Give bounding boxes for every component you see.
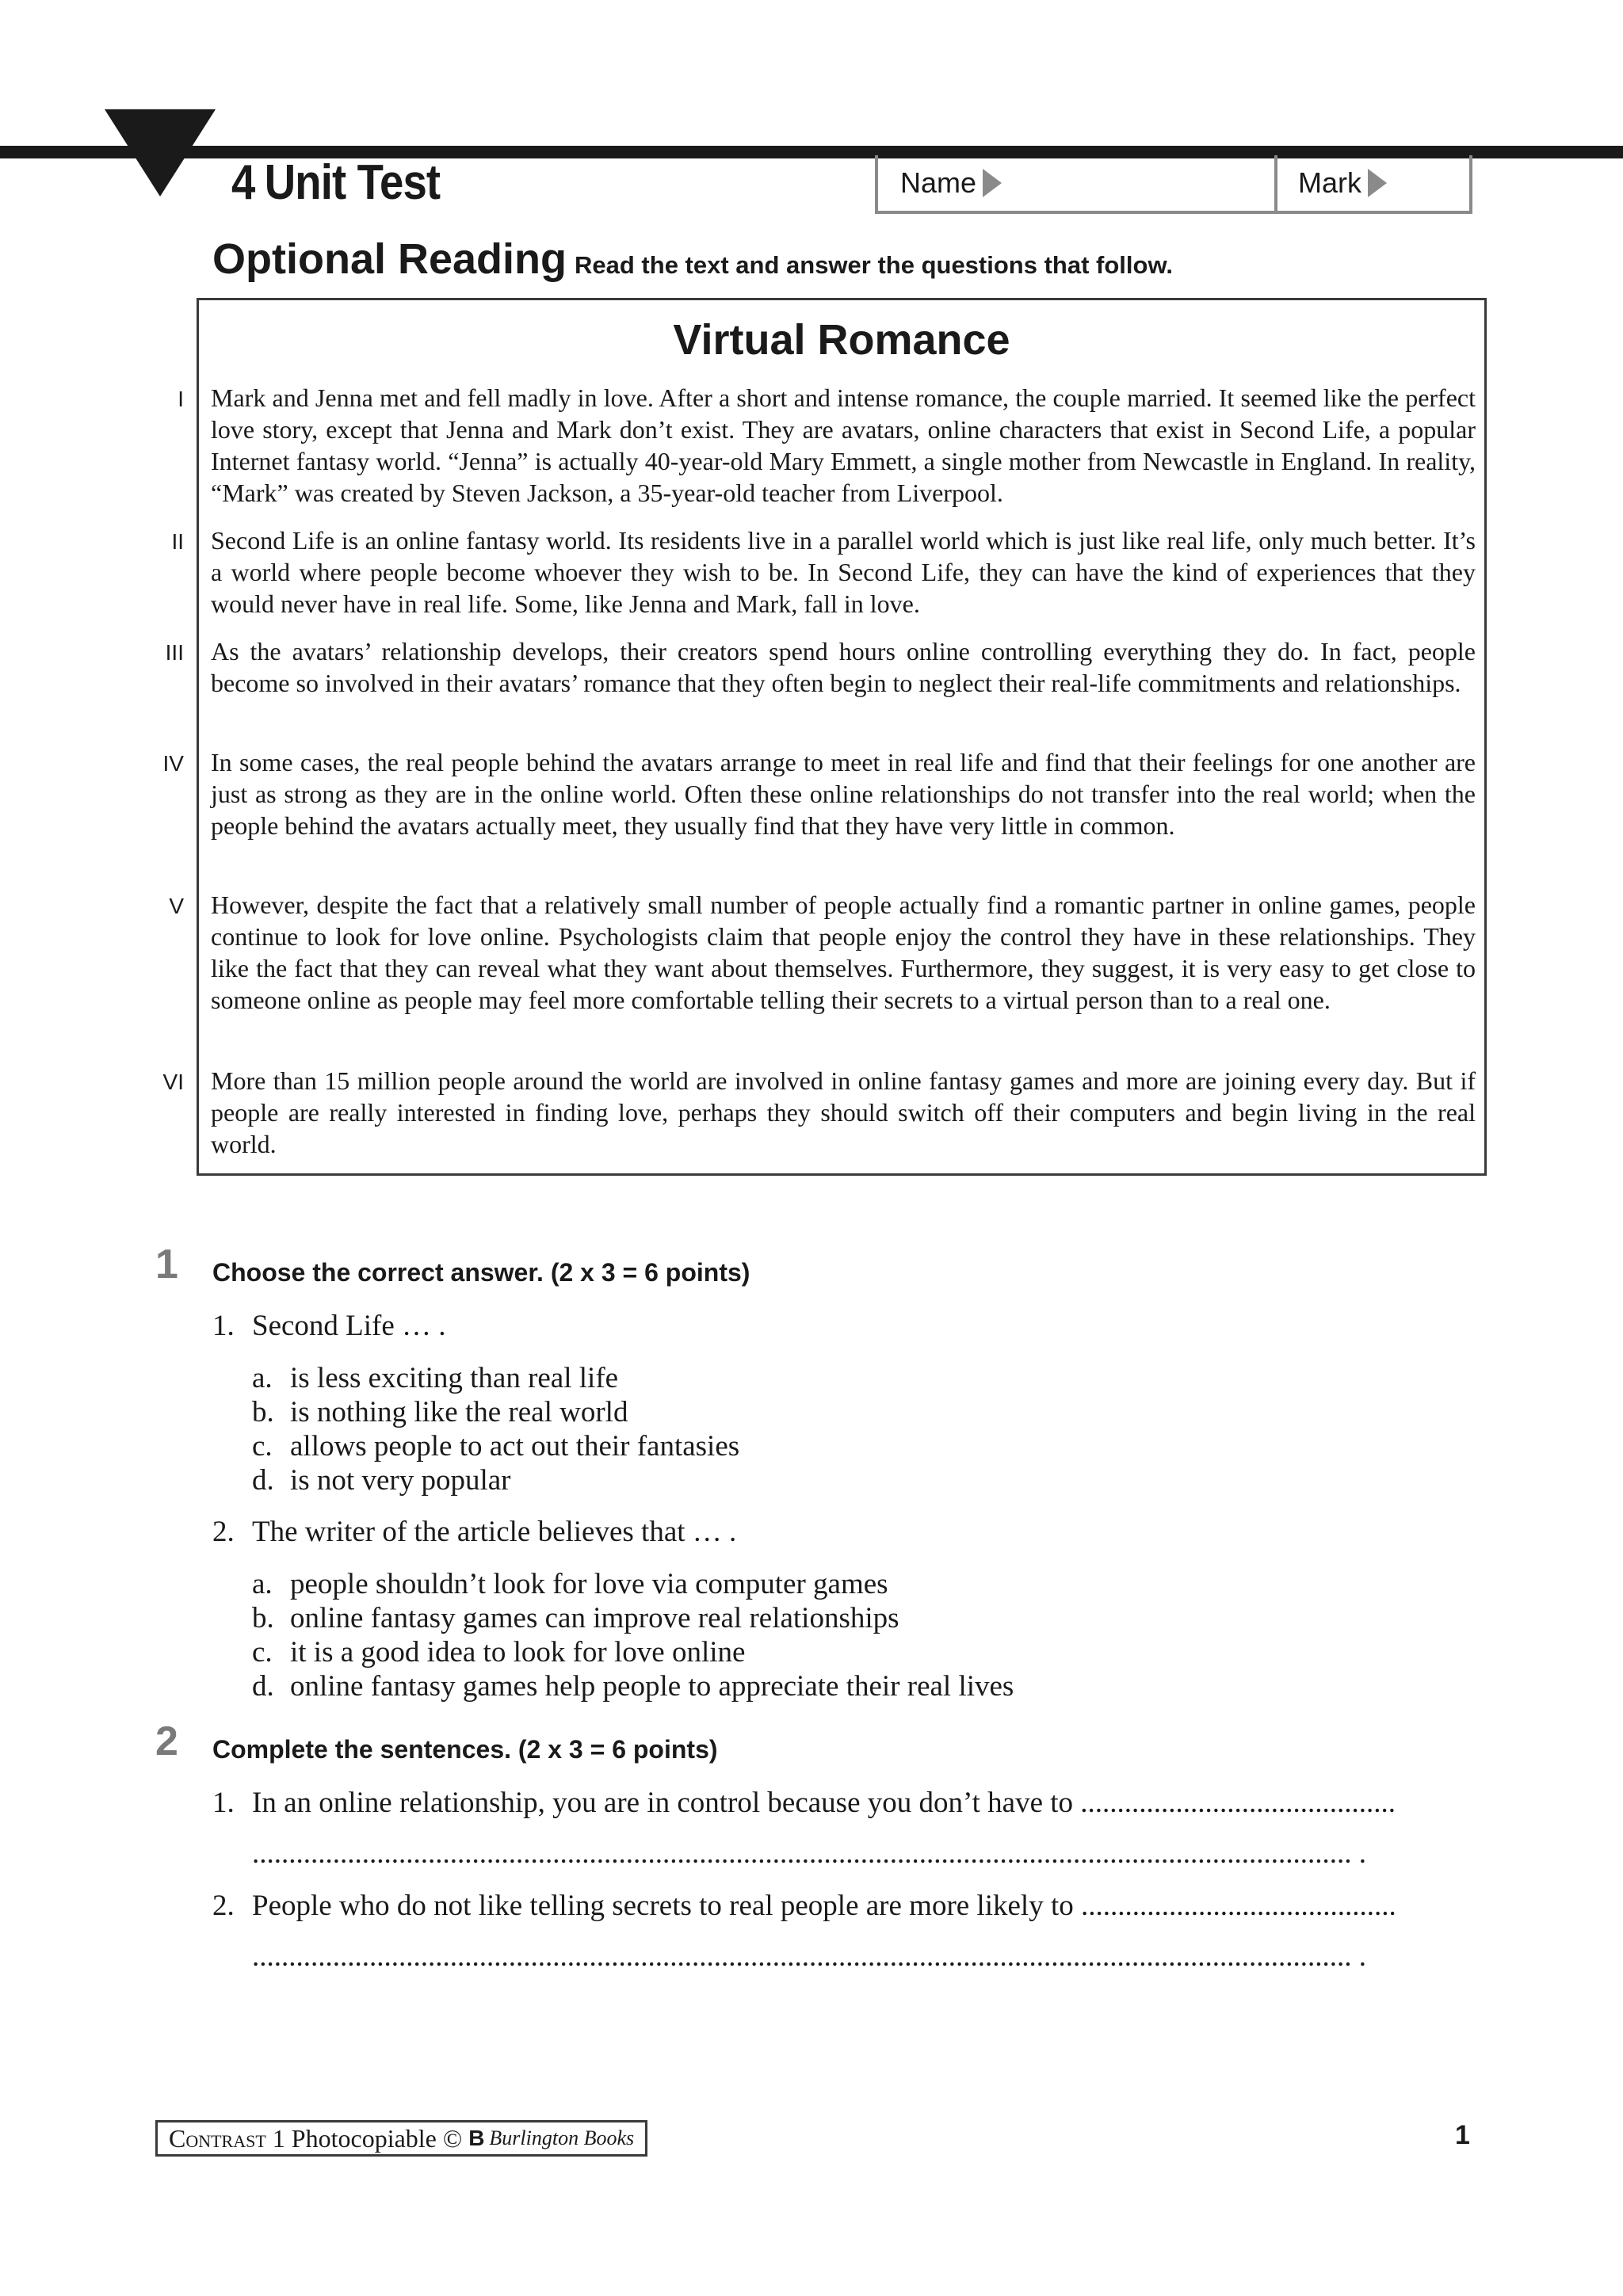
photocopiable-text: Photocopiable © (291, 2123, 463, 2153)
question-number: 1. (212, 1787, 235, 1819)
question-stem: Second Life … . (252, 1310, 446, 1342)
sentence-stem: In an online relationship, you are in control because you don’t have to ........................................... (252, 1787, 1396, 1819)
option-text: it is a good idea to look for love online (290, 1636, 746, 1669)
option-letter: c. (252, 1430, 273, 1463)
question-number: 2. (212, 1516, 235, 1548)
question-item (212, 1515, 736, 1549)
option-text: is less exciting than real life (290, 1362, 619, 1394)
mark-field[interactable] (1274, 155, 1472, 214)
exercise-instruction: Complete the sentences. (2 x 3 = 6 points) (212, 1735, 718, 1764)
answer-line[interactable]: ...................................................................................................................................................... . (252, 1940, 1366, 1973)
publisher-name: Burlington Books (489, 2126, 635, 2149)
paragraph-number: IV (162, 751, 184, 776)
triangle-marker-icon (105, 109, 216, 196)
unit-title (231, 154, 440, 211)
option-text: online fantasy games help people to appreciate their real lives (290, 1670, 1014, 1703)
reading-paragraph: More than 15 million people around the world are involved in online fantasy games and more are joining every day. But if people are really interested in finding love, perhaps they should switch off their computers and begin living in the real world. (211, 1066, 1476, 1158)
reading-paragraph: However, despite the fact that a relatively small number of people actually find a romantic partner in online games, people continue to look for love online. Psychologists claim that people enjoy the control they have in these relationships. They like the fact that they can reveal what they want about themselves. Furthermore, they suggest, it is very easy to get close to someone online as people may feel more comfortable telling their secrets to a virtual person than to a real one. (211, 891, 1476, 1014)
option-letter: c. (252, 1636, 273, 1669)
paragraph-number: I (178, 387, 184, 411)
exercise-number: 2 (155, 1718, 178, 1764)
exercise-number: 1 (155, 1241, 178, 1287)
answer-option[interactable] (252, 1361, 618, 1395)
mark-label: Mark (1298, 166, 1361, 199)
sentence-item[interactable] (212, 1786, 1396, 1820)
sentence-item[interactable] (212, 1889, 1396, 1923)
paragraph-number: III (165, 640, 184, 665)
arrow-right-icon (1368, 169, 1387, 197)
unit-number: 4 (231, 155, 255, 210)
reading-paragraph: In some cases, the real people behind the avatars arrange to meet in real life and find that their feelings for one another are just as strong as they are in the online world. Often these online relationships do not transfer into the real world; when the people behind the avatars actually meet, they usually find that they have very little in common. (211, 748, 1476, 840)
series-name: Contrast 1 (169, 2123, 285, 2153)
question-number: 2. (212, 1890, 235, 1922)
option-letter: a. (252, 1362, 273, 1394)
option-letter: d. (252, 1670, 274, 1703)
section-instruction: Read the text and answer the questions that follow. (575, 251, 1174, 279)
arrow-right-icon (983, 169, 1002, 197)
answer-option[interactable] (252, 1635, 745, 1669)
answer-option[interactable] (252, 1567, 888, 1601)
answer-line[interactable]: ...................................................................................................................................................... . (252, 1837, 1366, 1870)
paragraph-number: II (171, 529, 184, 554)
question-item (212, 1309, 446, 1343)
option-text: is not very popular (290, 1464, 511, 1497)
reading-paragraph: Mark and Jenna met and fell madly in love. After a short and intense romance, the couple married. It seemed like the perfect love story, except that Jenna and Mark don’t exist. They are avatars, online characters that exist in Second Life, a popular Internet fantasy world. “Jenna” is actually 40-year-old Mary Emmett, a single mother from Newcastle in England. In reality, “Mark” was created by Steven Jackson, a 35-year-old teacher from Liverpool. (211, 383, 1476, 507)
reading-paragraph: Second Life is an online fantasy world. Its residents live in a parallel world which is just like real life, only much better. It’s a world where people become whoever they wish to be. In Second Life, they can have the kind of experiences that they would never have in real life. Some, like Jenna and Mark, fall in love. (211, 526, 1476, 618)
answer-option[interactable] (252, 1669, 1014, 1703)
name-label: Name (900, 166, 977, 199)
option-text: is nothing like the real world (290, 1396, 628, 1428)
option-text: allows people to act out their fantasies (290, 1430, 740, 1463)
section-title (212, 235, 1173, 284)
publisher-logo: B (468, 2126, 485, 2150)
answer-option[interactable] (252, 1429, 739, 1463)
answer-option[interactable] (252, 1463, 510, 1497)
option-letter: d. (252, 1464, 274, 1497)
reading-title: Virtual Romance (673, 316, 1010, 364)
footer-credit (155, 2120, 647, 2157)
question-stem: The writer of the article believes that … . (252, 1516, 737, 1548)
option-letter: b. (252, 1602, 274, 1634)
answer-option[interactable] (252, 1601, 899, 1635)
question-number: 1. (212, 1310, 235, 1342)
option-letter: a. (252, 1568, 273, 1600)
option-text: people shouldn’t look for love via computer games (290, 1568, 888, 1600)
page-number: 1 (1455, 2120, 1470, 2150)
answer-option[interactable] (252, 1395, 628, 1429)
option-letter: b. (252, 1396, 274, 1428)
exercise-instruction: Choose the correct answer. (2 x 3 = 6 points) (212, 1258, 750, 1287)
sentence-stem: People who do not like telling secrets to real people are more likely to ........................................... (252, 1890, 1396, 1922)
unit-title-text: Unit Test (264, 155, 441, 210)
reading-paragraph: As the avatars’ relationship develops, their creators spend hours online controlling everything they do. In fact, people become so involved in their avatars’ romance that they often begin to neglect their real-life commitments and relationships. (211, 637, 1476, 697)
section-heading: Optional Reading (212, 235, 567, 283)
paragraph-number: VI (162, 1070, 184, 1094)
name-field[interactable] (875, 155, 1277, 214)
paragraph-number: V (169, 894, 184, 918)
option-text: online fantasy games can improve real relationships (290, 1602, 899, 1634)
